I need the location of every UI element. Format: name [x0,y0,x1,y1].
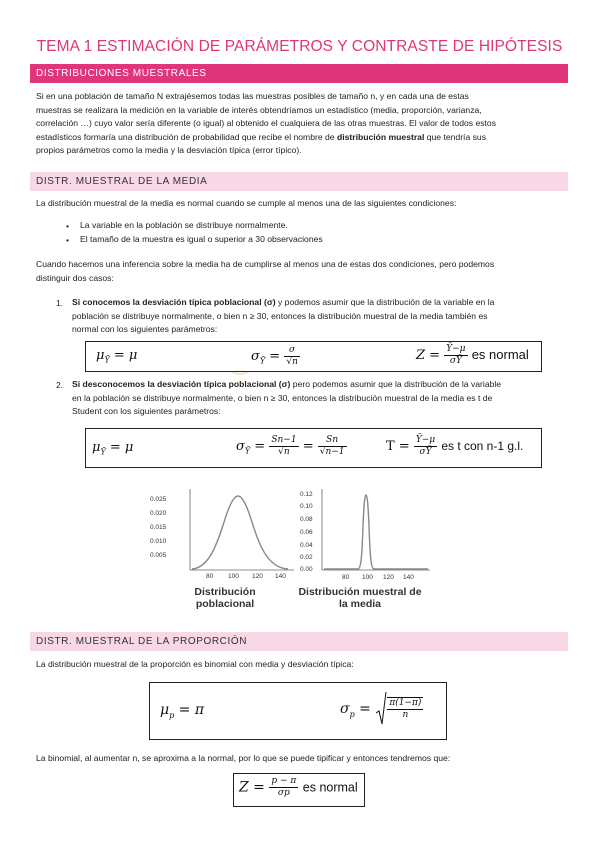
x-tick-label: 100 [362,574,373,581]
y-tick-label: 0.10 [300,503,313,510]
formula-t: T = $\frac{Ȳ-\mu}{\sigma Ȳ}$ es t con n-1 g.l. [386,435,524,457]
formula-mean: $\mu_Ȳ = \mu$ [96,348,138,365]
intro-line: estadísticos formaría una distribución de probabilidad que recibe el nombre de distribución muestral que tendría sus [36,131,486,142]
x-tick-label: 120 [383,574,394,581]
formula-mean: $\mu_Ȳ = \mu$ [92,440,134,457]
y-tick-label: 0.02 [300,554,313,561]
section-header-media: DISTR. MUESTRAL DE LA MEDIA [30,172,568,191]
formula-mean: $\mu_p = \pi$ [160,702,205,720]
section-header-proporcion: DISTR. MUESTRAL DE LA PROPORCIÓN [30,632,568,651]
case1-text: Si conocemos la desviación típica poblacional (σ) y podemos asumir que la distribución de la variable en la población se distribuye normalmente, o bien n ≥ 30, entonces la distribución muestral de la media también es normal con los siguientes parámetros: [72,296,552,337]
y-tick-label: 0.00 [300,566,313,573]
text-line: en la población se distribuye normalmente, o bien n ≥ 30, entonces la distribución muestral de la media es t de [72,392,493,403]
text-line: Student con los siguientes parámetros: [72,406,221,417]
formula-sigma: $\sigma_Ȳ$ = $\frac{\sigma}{√n}$ [251,345,298,367]
bullet-dot: • [66,221,70,231]
formula-box-known-sigma [85,341,542,372]
density-curve [324,495,428,569]
binomial-paragraph: La binomial, al aumentar n, se aproxima a la normal, por lo que se puede tipificar y entonces tendremos que: [36,753,451,763]
y-tick-label: 0.010 [150,538,167,545]
formula-box-z-proportion [233,773,365,807]
y-tick-label: 0.08 [300,516,313,523]
density-curve [192,496,288,569]
formula-sigma: $\sigma_p$ = $\frac{\pi(1-\pi)}{n}$ [340,691,423,727]
proporcion-paragraph: La distribución muestral de la proporción es binomial con media y desviación típica: [36,659,354,669]
formula-box-unknown-sigma [85,428,542,468]
bullet-dot: • [66,235,70,245]
sampling-distribution-plot [300,486,440,581]
x-tick-label: 120 [252,573,263,580]
x-tick-label: 100 [228,573,239,580]
y-tick-label: 0.005 [150,552,167,559]
formula-z: Z = $\frac{p - \pi}{\sigma p}$ es normal [239,776,358,798]
bullet-item: El tamaño de la muestra es igual o superior a 30 observaciones [80,234,323,244]
section-header-distribuciones: DISTRIBUCIONES MUESTRALES [30,64,568,83]
intro-paragraph [36,90,566,158]
intro-line: propios parámetros como la media y la desviación típica (error típico). [36,145,302,156]
y-tick-label: 0.06 [300,529,313,536]
population-plot-caption: Distribución poblacional [194,586,256,610]
population-distribution-plot [150,486,295,581]
y-tick-label: 0.12 [300,491,313,498]
intro-line: correlación …) cuyo valor sería diferente (o igual) al obtenido el cualquiera de las otras muestras. El valor de todos estos [36,118,497,129]
x-tick-label: 140 [275,573,286,580]
text-line: Cuando hacemos una inferencia sobre la media ha de cumplirse al menos una de estas dos condiciones, pero podemos [36,259,495,269]
formula-box-proportion [149,682,447,740]
case-number: 1. [56,298,64,308]
cases-paragraph [36,258,566,285]
sqrt-icon [375,691,387,727]
bold-term: Si desconocemos la desviación típica poblacional (σ) [72,379,291,389]
text-line: población se distribuye normalmente, o bien n ≥ 30, entonces la distribución muestral de la media también es [72,310,488,321]
intro-line: muestras se realizara la medición en la variable de interés obtendríamos un estadístico (media, proporción, varianza, [36,104,482,115]
bold-term: distribución muestral [336,131,425,142]
y-tick-label: 0.04 [300,542,313,549]
x-tick-label: 80 [206,573,214,580]
y-tick-label: 0.015 [150,524,167,531]
sampling-plot-caption: Distribución muestral de la media [298,586,422,610]
text-line: normal con los siguientes parámetros: [72,324,218,335]
page-title: TEMA 1 ESTIMACIÓN DE PARÁMETROS Y CONTRASTE DE HIPÓTESIS [36,38,563,55]
case-number: 2. [56,380,64,390]
y-tick-label: 0.020 [150,510,167,517]
bold-term: Si conocemos la desviación típica poblacional (σ) [72,297,276,307]
bullet-item: La variable en la población se distribuye normalmente. [80,220,288,230]
x-tick-label: 80 [342,574,350,581]
y-tick-label: 0.025 [150,496,167,503]
formula-sigma: $\sigma_Ȳ$ = $\frac{Sn-1}{√n}$ = $\frac{Sn}{√n-1}$ [236,435,345,457]
media-paragraph: La distribución muestral de la media es normal cuando se cumple al menos una de las siguientes condiciones: [36,198,457,208]
formula-z: Z = $\frac{Ȳ-\mu}{\sigma Ȳ}$ es normal [416,344,529,366]
case2-text: Si desconocemos la desviación típica poblacional (σ) pero podemos asumir que la distribución de la variable en la población se distribuye normalmente, o bien n ≥ 30, entonces la distribución muestral de la media es t de Student con los siguientes parámetros: [72,378,552,419]
intro-line: Si en una población de tamaño N extrajésemos todas las muestras posibles de tamaño n, y en cada una de estas [36,91,469,101]
x-tick-label: 140 [403,574,414,581]
text-line: distinguir dos casos: [36,272,114,283]
